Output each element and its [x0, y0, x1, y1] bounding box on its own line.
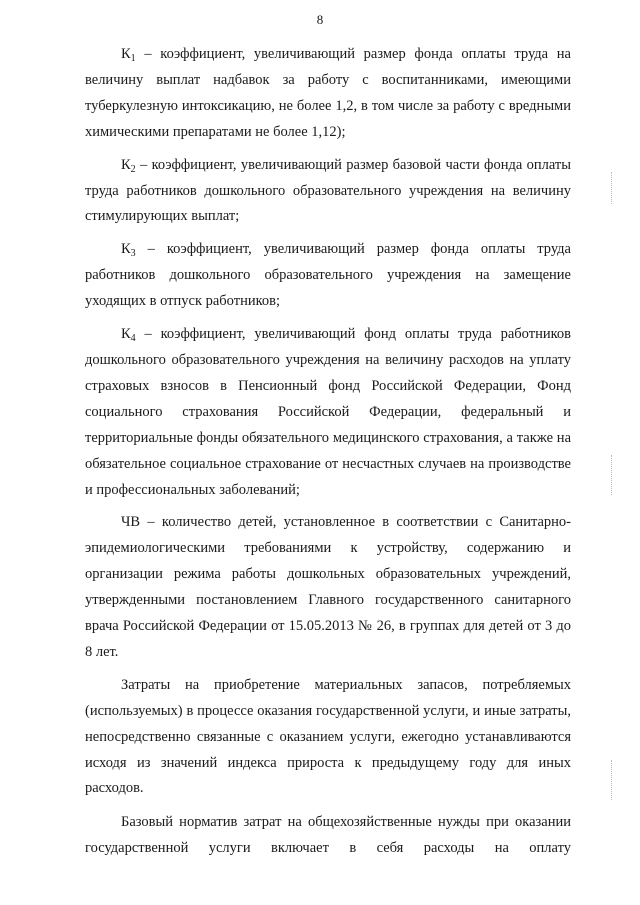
definitions-list: [85, 42, 571, 666]
definition-chv: [85, 510, 571, 665]
definition-subscript: 3: [130, 248, 136, 260]
definition-symbol: К: [121, 156, 131, 173]
definition-text: – количество детей, установленное в соответствии с Санитарно-эпидемиологическими требованиями к устройству, содержанию и организации режима работы дошкольных образовательных учреждений, утвержденными постановлением Главного государственного санитарного врача Российской Федерации от 15.05.2013 № 26, в группах для детей от 3 до 8 лет.: [85, 514, 571, 660]
definition-text: – коэффициент, увеличивающий размер базовой части фонда оплаты труда работников дошкольного образовательного учреждения на величину стимулирующих выплат;: [85, 156, 571, 225]
definition-symbol: К: [121, 46, 131, 62]
paragraph-material-costs: Затраты на приобретение материальных запасов, потребляемых (используемых) в процессе оказания государственной услуги, и иные затраты, непосредственно связанные с оказанием услуги, ежегодно устанавливаются исходя из значений индекса прироста к предыдущему году для иных расходов.: [85, 676, 571, 797]
paragraph-overhead-costs: Базовый норматив затрат на общехозяйственные нужды при оказании государственной услуги включает в себя расходы на оплату: [85, 813, 571, 856]
page-number: 8: [316, 12, 324, 27]
definition-k4: [85, 322, 571, 503]
definition-subscript: 2: [130, 163, 136, 175]
definition-symbol: ЧВ: [121, 514, 141, 531]
margin-scan-marks: [611, 455, 618, 495]
document-body: [85, 42, 571, 869]
definition-k1: [85, 42, 571, 146]
definition-text: – коэффициент, увеличивающий фонд оплаты труда работников дошкольного образовательного учреждения на величину расходов на уплату страховых взносов в Пенсионный фонд Российской Федерации, Фонд социального страхования Российской Федерации, федеральный и территориальные фонды обязательного медицинского страхования, а также на обязательное социальное страхование от несчастных случаев на производстве и профессиональных заболеваний;: [85, 326, 571, 498]
definition-symbol: К: [121, 326, 131, 343]
definition-subscript: 4: [130, 333, 136, 345]
definition-text: – коэффициент, увеличивающий размер фонда оплаты труда на величину выплат надбавок за работу с воспитанниками, имеющими туберкулезную интоксикацию, не более 1,2, в том числе за работу с вредными химическими препаратами не более 1,12);: [85, 46, 571, 140]
definition-k2: [85, 153, 571, 231]
margin-scan-marks: [611, 760, 618, 800]
definition-subscript: 1: [130, 53, 136, 64]
definition-k3: [85, 237, 571, 315]
definition-symbol: К: [121, 241, 131, 258]
margin-scan-marks: [611, 172, 618, 204]
definition-text: – коэффициент, увеличивающий размер фонда оплаты труда работников дошкольного образовательного учреждения на замещение уходящих в отпуск работников;: [85, 241, 571, 310]
